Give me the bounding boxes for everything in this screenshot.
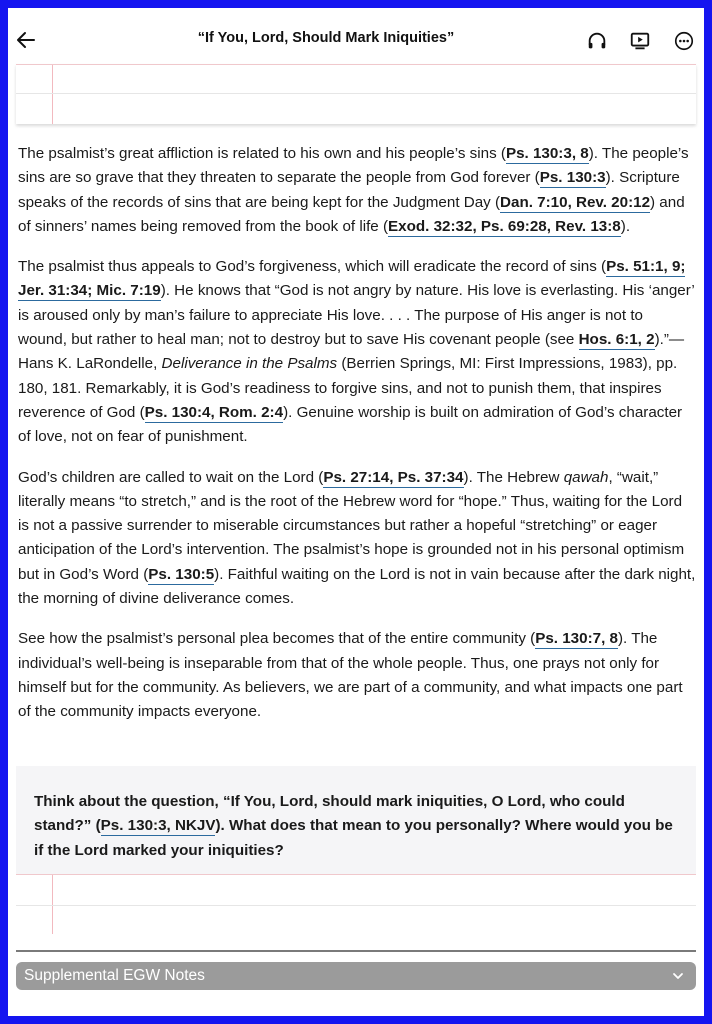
lesson-body <box>18 142 696 741</box>
notes-area-bottom[interactable] <box>16 874 696 934</box>
body-text: , “wait,” literally means “to stretch,” and is the root of the Hebrew word for “hope.” Thus, waiting for the Lord is not a passive surrender to miserable circumstances but rather a hopeful “stretching” or eager anticipation of the Lord’s intervention. The psalmist’s hope is grounded not in his personal optimism but in God’s Word ( <box>18 468 685 583</box>
notes-area-top[interactable] <box>16 64 696 124</box>
supplemental-label: Supplemental EGW Notes <box>24 967 205 984</box>
notes-rule <box>16 905 696 906</box>
question-text: Think about the question, “If You, Lord, should mark iniquities, O Lord, who could stand?” ( <box>34 793 625 835</box>
book-title: Deliverance in the Psalms <box>161 355 338 373</box>
scripture-link[interactable]: Exod. 32:32, Ps. 69:28, Rev. 13:8 <box>388 217 621 235</box>
body-text: ). The people’s sins are so grave that they threaten to separate the people from God forever ( <box>18 145 689 187</box>
back-arrow-icon[interactable] <box>14 28 38 52</box>
hebrew-word: qawah <box>563 468 609 486</box>
body-text: ). Genuine worship is built on admiration of God’s character of love, not on fear of punishment. <box>18 403 683 446</box>
body-text: ) and of sinners’ names being removed from the book of life ( <box>18 193 685 235</box>
discussion-question <box>16 766 696 874</box>
scripture-link[interactable]: Hos. 6:1, 2 <box>578 331 655 349</box>
scripture-link[interactable]: Ps. 130:4, Rom. 2:4 <box>144 403 284 421</box>
supplemental-egw-notes-toggle[interactable] <box>16 962 696 990</box>
scripture-link[interactable]: Ps. 27:14, Ps. 37:34 <box>323 468 464 486</box>
scripture-link[interactable]: Ps. 130:3 <box>539 169 606 187</box>
body-text: ). The individual’s well-being is inseparable from that of the whole people. Thus, one prays not only for himself but for the community. As believers, we are part of a community, and what impacts one part of the community impacts everyone. <box>18 630 683 721</box>
body-text: ). He knows that “God is not angry by nature. His love is everlasting. His ‘anger’ is aroused only by man’s failure to appreciate His love. . . . The purpose of His anger is not to wound, but rather to heal man; not to destroy but to save His covenant people (see <box>18 282 695 349</box>
body-text: See how the psalmist’s personal plea becomes that of the entire community ( <box>18 630 536 648</box>
play-video-icon[interactable] <box>629 30 651 52</box>
body-text: ).”—Hans K. LaRondelle, <box>18 331 685 373</box>
paragraph-2 <box>18 255 696 449</box>
scripture-link[interactable]: Ps. 130:3, 8 <box>505 145 589 162</box>
scripture-link[interactable]: Dan. 7:10, Rev. 20:12 <box>500 193 651 211</box>
scripture-link[interactable]: Ps. 130:5 <box>148 565 215 583</box>
body-text: (Berrien Springs, MI: First Impressions, 1983), pp. 180, 181. Remarkably, it is God’s readiness to forgive sins, and not to punish them, that inspires reverence of God ( <box>18 355 678 421</box>
body-text: God’s children are called to wait on the Lord ( <box>18 468 324 486</box>
body-text: ). The Hebrew <box>463 468 564 486</box>
scripture-link[interactable]: Ps. 51:1, 9; Jer. 31:34; Mic. 7:19 <box>18 258 686 300</box>
body-text: ). Faithful waiting on the Lord is not in vain because after the dark night, the morning of divine deliverance comes. <box>18 565 696 608</box>
top-bar <box>8 8 704 72</box>
paragraph-4 <box>18 627 696 724</box>
body-text: The psalmist thus appeals to God’s forgiveness, which will eradicate the record of sins ( <box>18 258 607 276</box>
reader-screen <box>8 8 704 1016</box>
headphones-icon[interactable] <box>586 30 608 52</box>
section-divider <box>16 950 696 952</box>
paragraph-1 <box>18 142 696 239</box>
scripture-link[interactable]: Ps. 130:3, NKJV <box>100 817 216 835</box>
notes-rule <box>16 93 696 94</box>
notes-margin-line <box>52 65 53 124</box>
scripture-link[interactable]: Ps. 130:7, 8 <box>535 630 618 648</box>
body-text: ). <box>620 217 631 235</box>
body-text: ). Scripture speaks of the records of sins that are being kept for the Judgment Day ( <box>18 169 680 211</box>
page-title: “If You, Lord, Should Mark Iniquities” <box>197 30 455 46</box>
paragraph-3 <box>18 466 696 612</box>
chevron-down-icon <box>672 970 684 982</box>
question-text: ). What does that mean to you personally? Where would you be if the Lord marked your iniquities? <box>34 817 673 859</box>
body-text: The psalmist’s great affliction is related to his own and his people’s sins ( <box>18 145 506 162</box>
more-options-icon[interactable] <box>673 30 695 52</box>
